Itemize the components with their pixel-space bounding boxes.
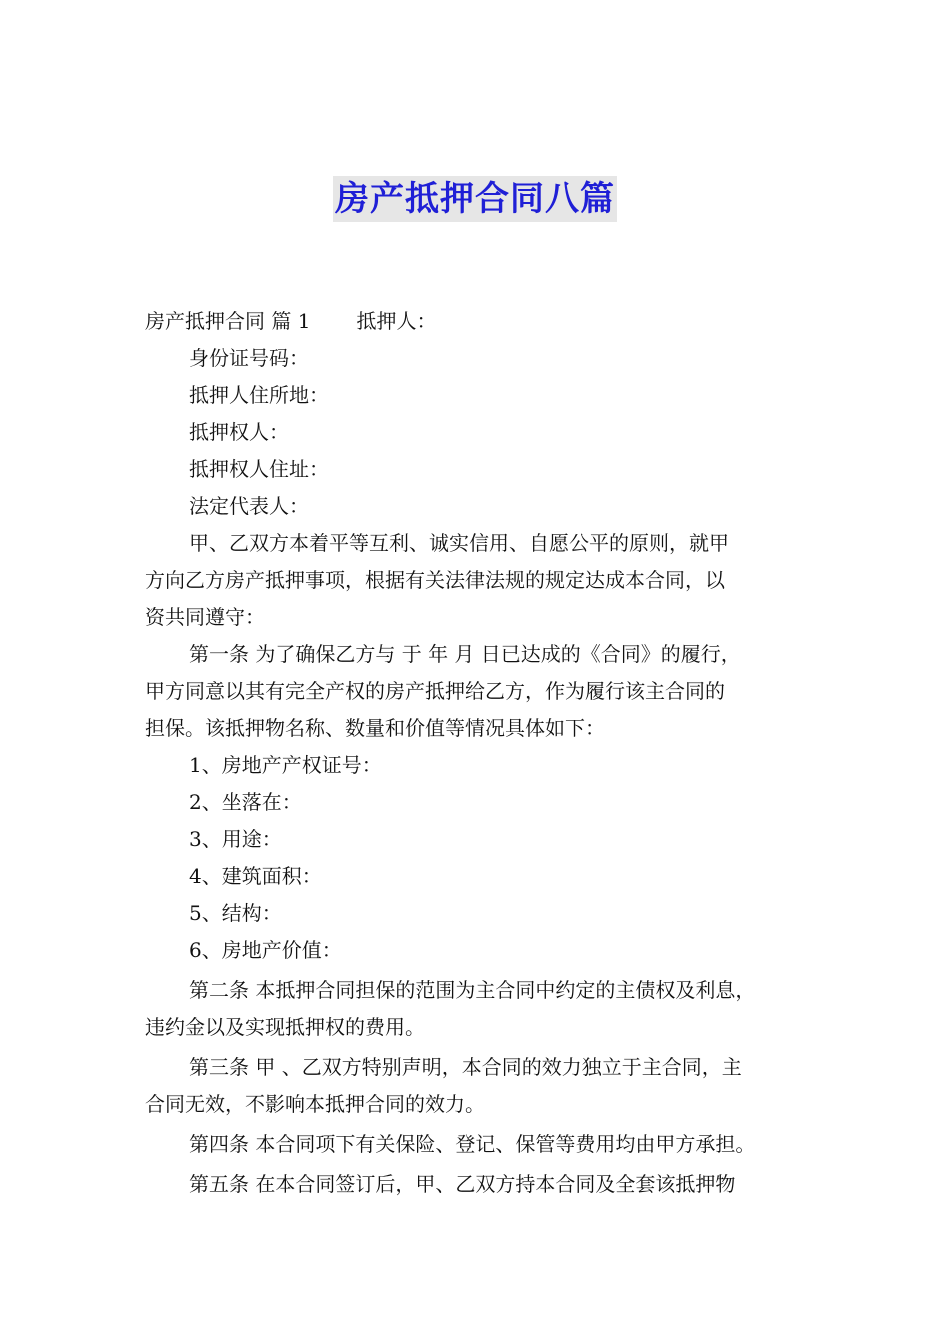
title-wrap [0, 176, 950, 222]
document-body [145, 303, 817, 1203]
paragraph-line: 第五条 在本合同签订后，甲、乙双方持本合同及全套该抵押物 [189, 1172, 736, 1196]
list-item: 3、用途： [189, 827, 282, 851]
text-line: 法定代表人： [189, 494, 309, 518]
list-item: 5、结构： [189, 901, 282, 925]
section-heading-mortgagor: 抵押人： [356, 309, 437, 333]
text-line: 身份证号码： [189, 346, 309, 370]
document-title: 房产抵押合同八篇 [333, 176, 617, 222]
section-heading-title: 房产抵押合同 篇 1 [145, 309, 311, 333]
list-item: 2、坐落在： [189, 790, 302, 814]
paragraph-line: 第二条 本抵押合同担保的范围为主合同中约定的主债权及利息， [189, 978, 756, 1002]
paragraph-line: 方向乙方房产抵押事项，根据有关法律法规的规定达成本合同，以 [145, 568, 725, 592]
paragraph-line: 第一条 为了确保乙方与 于 年 月 日已达成的《合同》的履行， [189, 642, 741, 666]
paragraph-line: 甲方同意以其有完全产权的房产抵押给乙方，作为履行该主合同的 [145, 679, 725, 703]
paragraph-line: 第三条 甲 、乙双方特别声明，本合同的效力独立于主合同，主 [189, 1055, 742, 1079]
paragraph-line: 担保。该抵押物名称、数量和价值等情况具体如下： [145, 716, 605, 740]
list-item: 4、建筑面积： [189, 864, 322, 888]
list-item: 1、房地产产权证号： [189, 753, 382, 777]
text-line: 抵押人住所地： [189, 383, 329, 407]
text-line: 抵押权人： [189, 420, 289, 444]
paragraph-line: 资共同遵守： [145, 605, 265, 629]
paragraph-line: 合同无效，不影响本抵押合同的效力。 [145, 1092, 485, 1116]
section-heading [145, 303, 817, 340]
paragraph-line: 甲、乙双方本着平等互利、诚实信用、自愿公平的原则，就甲 [189, 531, 729, 555]
list-item: 6、房地产价值： [189, 938, 342, 962]
text-line: 抵押权人住址： [189, 457, 329, 481]
paragraph-line: 第四条 本合同项下有关保险、登记、保管等费用均由甲方承担。 [189, 1132, 756, 1156]
paragraph-line: 违约金以及实现抵押权的费用。 [145, 1015, 425, 1039]
